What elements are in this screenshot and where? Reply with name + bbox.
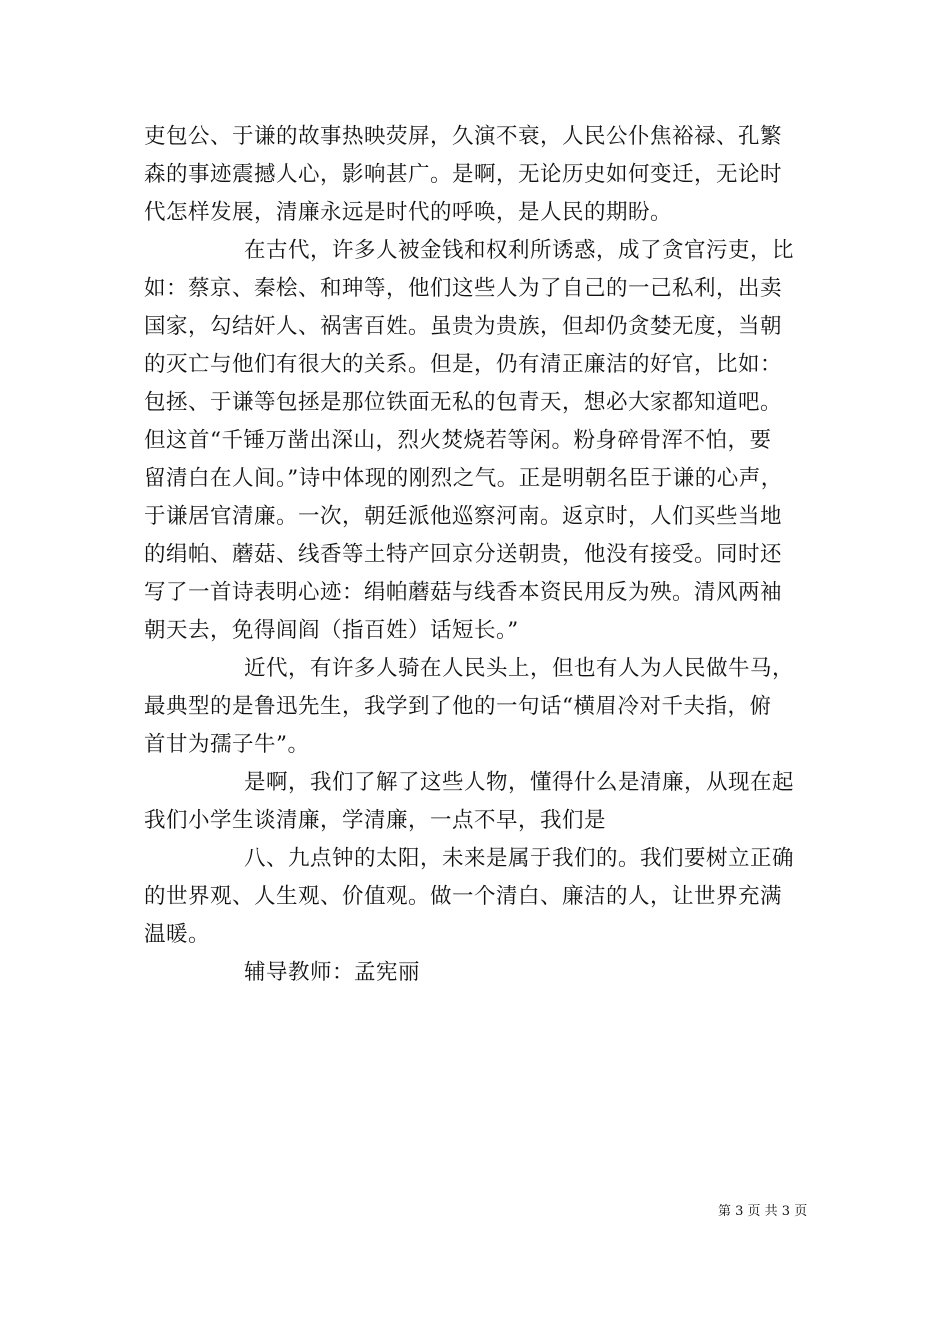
text-line: 的绢帕、蘑菇、线香等土特产回京分送朝贵，他没有接受。同时还	[144, 542, 783, 567]
text-line: 写了一首诗表明心迹：绢帕蘑菇与线香本资民用反为殃。清风两袖	[144, 580, 783, 605]
text-line: 吏包公、于谦的故事热映荧屏，久演不衰，人民公仆焦裕禄、孔繁	[144, 124, 783, 149]
text-line: 我们小学生谈清廉，学清廉，一点不早，我们是	[144, 808, 607, 833]
paragraph-start-line: 近代，有许多人骑在人民头上，但也有人为人民做牛马，	[244, 656, 795, 681]
paragraph-start-line: 在古代，许多人被金钱和权利所诱惑，成了贪官污吏，比	[244, 238, 795, 263]
text-line: 最典型的是鲁迅先生，我学到了他的一句话“横眉冷对千夫指，俯	[144, 694, 772, 719]
signature-line: 辅导教师：孟宪丽	[244, 960, 421, 985]
text-line: 的世界观、人生观、价值观。做一个清白、廉洁的人，让世界充满	[144, 884, 783, 909]
paragraph-start-line: 八、九点钟的太阳，未来是属于我们的。我们要树立正确	[244, 846, 795, 871]
text-line: 的灭亡与他们有很大的关系。但是，仍有清正廉洁的好官，比如：	[144, 352, 783, 377]
document-body	[144, 118, 810, 992]
page-number-footer: 第 3 页 共 3 页	[718, 1204, 808, 1219]
text-line: 代怎样发展，清廉永远是时代的呼唤，是人民的期盼。	[144, 200, 673, 225]
text-line: 朝天去，免得闾阎（指百姓）话短长。”	[144, 618, 519, 643]
text-line: 包拯、于谦等包拯是那位铁面无私的包青天，想必大家都知道吧。	[144, 390, 783, 415]
text-line: 但这首“千锤万凿出深山，烈火焚烧若等闲。粉身碎骨浑不怕，要	[144, 428, 772, 453]
paragraph-start-line: 是啊，我们了解了这些人物，懂得什么是清廉，从现在起	[244, 770, 795, 795]
text-line: 如：蔡京、秦桧、和珅等，他们这些人为了自己的一己私利，出卖	[144, 276, 783, 301]
text-line: 留清白在人间。”诗中体现的刚烈之气。正是明朝名臣于谦的心声，	[144, 466, 783, 491]
text-line: 温暖。	[144, 922, 211, 947]
text-line: 森的事迹震撼人心，影响甚广。是啊，无论历史如何变迁，无论时	[144, 162, 783, 187]
text-line: 于谦居官清廉。一次，朝廷派他巡察河南。返京时，人们买些当地	[144, 504, 783, 529]
text-line: 首甘为孺子牛”。	[144, 732, 310, 757]
text-line: 国家，勾结奸人、祸害百姓。虽贵为贵族，但却仍贪婪无度，当朝	[144, 314, 783, 339]
